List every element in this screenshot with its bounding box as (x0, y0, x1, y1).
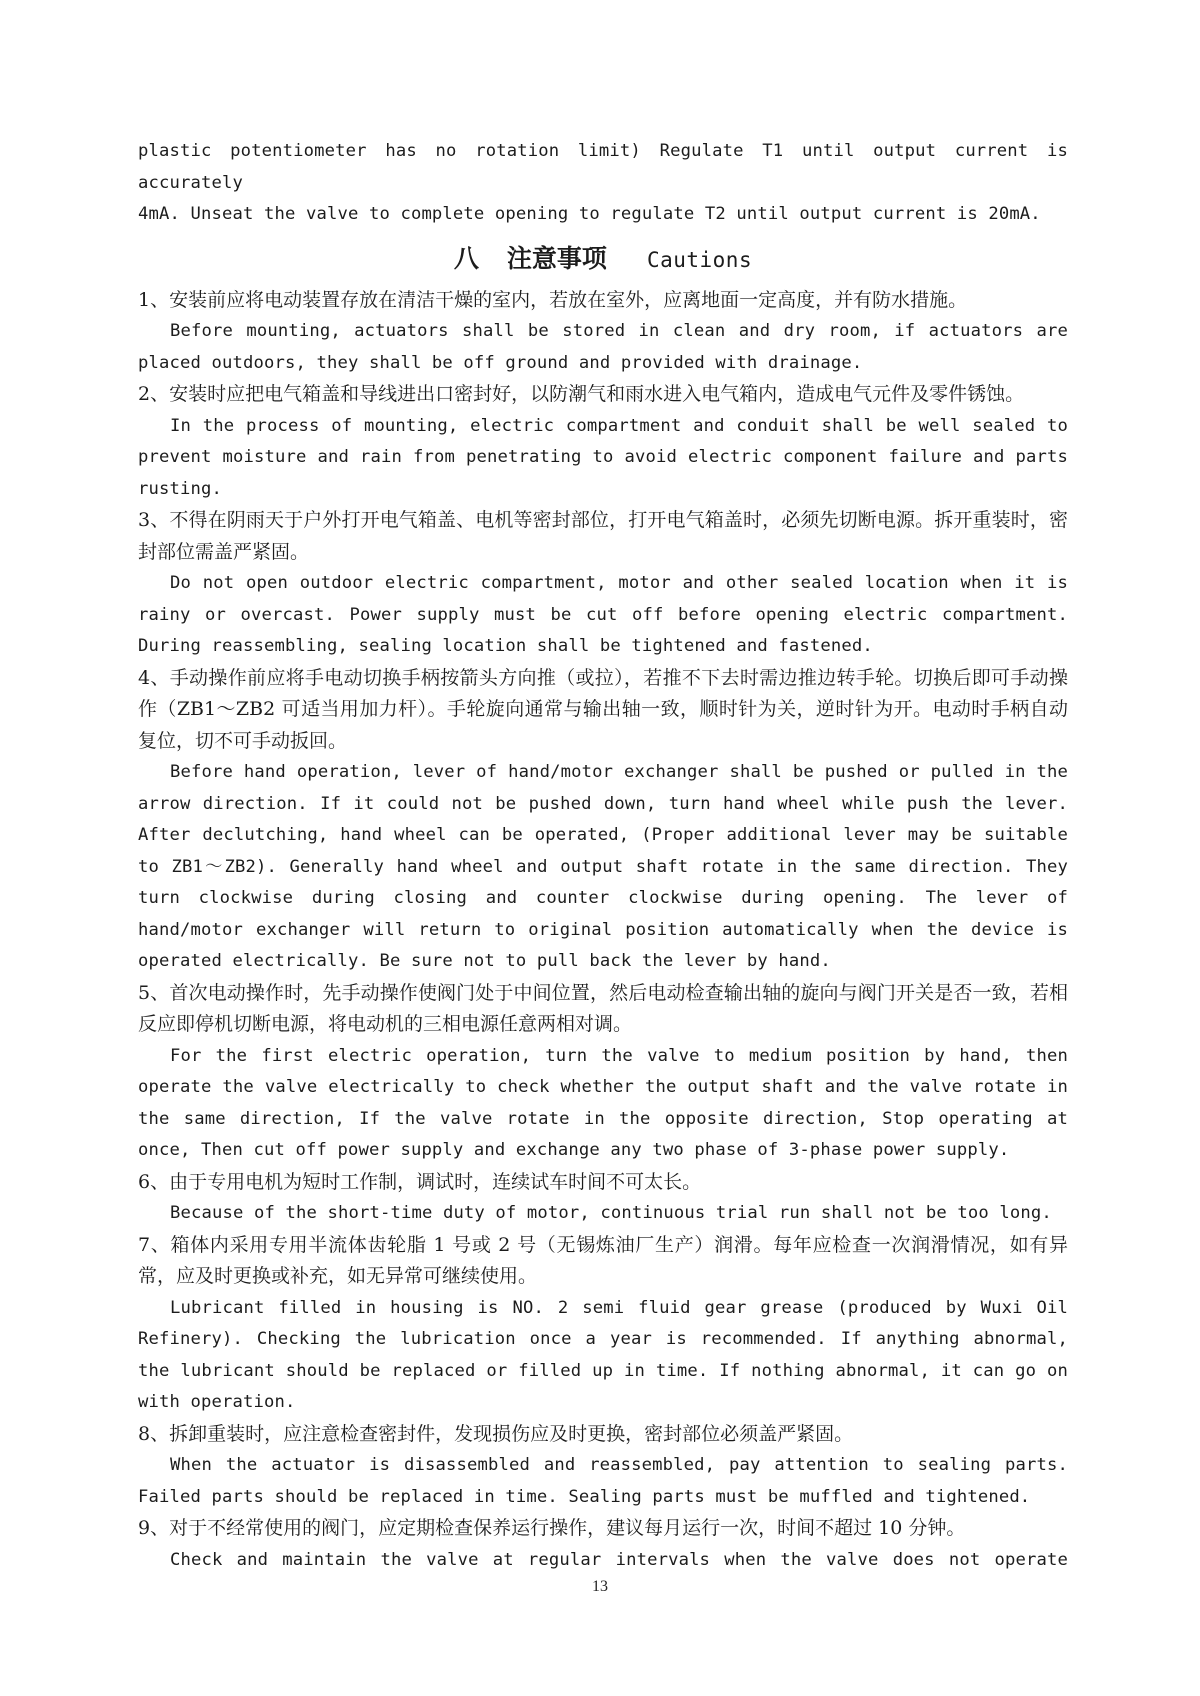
caution-5-cn: 5、首次电动操作时，先手动操作使阀门处于中间位置，然后电动检查输出轴的旋向与阀门开关是否一致，若相反应即停机切断电源，将电动机的三相电源任意两相对调。 (138, 981, 1068, 1035)
caution-5-en: For the first electric operation, turn the valve to medium position by hand, then operate the valve electrically to check whether the output shaft and the valve rotate in the same direction, If the valve rotate in the opposite direction, Stop operating at once, Then cut off power supply and exchange any two phase of 3-phase power supply. (138, 1045, 1068, 1160)
caution-3-cn: 3、不得在阴雨天于户外打开电气箱盖、电机等密封部位，打开电气箱盖时，必须先切断电源。拆开重装时，密封部位需盖严紧固。 (138, 509, 1068, 563)
caution-2-cn: 2、安装时应把电气箱盖和导线进出口密封好，以防潮气和雨水进入电气箱内，造成电气元件及零件锈蚀。 (138, 383, 1025, 405)
caution-6-en: Because of the short-time duty of motor, continuous trial run shall not be too long. (170, 1203, 1052, 1223)
document-page (138, 136, 1068, 1576)
section-title-cn: 注意事项 (506, 243, 607, 273)
caution-7-cn: 7、箱体内采用专用半流体齿轮脂 1 号或 2 号（无锡炼油厂生产）润滑。每年应检查一次润滑情况，如有异常，应及时更换或补充，如无异常可继续使用。 (138, 1233, 1068, 1287)
caution-1-en: Before mounting, actuators shall be stored in clean and dry room, if actuators are placed outdoors, they shall be off ground and provided with drainage. (138, 321, 1068, 373)
continuation-line-2: 4mA. Unseat the valve to complete opening to regulate T2 until output current is 20mA. (138, 204, 1041, 224)
caution-4-en: Before hand operation, lever of hand/motor exchanger shall be pushed or pulled in the arrow direction. If it could not be pushed down, turn hand wheel while push the lever. After declutching, hand wheel can be operated, (Proper additional lever may be suitable to ZB1～ZB2). Generally hand wheel and output shaft rotate in the same direction. They turn clockwise during closing and counter clockwise during opening. The lever of hand/motor exchanger will return to original position automatically when the device is operated electrically. Be sure not to pull back the lever by hand. (138, 762, 1068, 971)
continuation-line-1: plastic potentiometer has no rotation limit) Regulate T1 until output current is accurately (138, 141, 1068, 193)
caution-2-en: In the process of mounting, electric compartment and conduit shall be well sealed to prevent moisture and rain from penetrating to avoid electric component failure and parts rusting. (138, 415, 1068, 499)
caution-7-en: Lubricant filled in housing is NO. 2 semi fluid gear grease (produced by Wuxi Oil Refinery). Checking the lubrication once a year is recommended. If anything abnormal, the lubricant should be replaced or filled up in time. If nothing abnormal, it can go on with operation. (138, 1297, 1068, 1412)
section-heading (138, 237, 1068, 281)
caution-8-en: When the actuator is disassembled and reassembled, pay attention to sealing parts. Failed parts should be replaced in time. Sealing parts must be muffled and tightened. (138, 1455, 1068, 1507)
section-number: 八 (453, 243, 479, 273)
caution-1-cn: 1、安装前应将电动装置存放在清洁干燥的室内，若放在室外，应离地面一定高度，并有防水措施。 (138, 288, 968, 311)
caution-9-en: Check and maintain the valve at regular intervals when the valve does not operate (170, 1549, 1068, 1570)
caution-8-cn: 8、拆卸重装时，应注意检查密封件，发现损伤应及时更换，密封部位必须盖严紧固。 (138, 1422, 854, 1445)
caution-6-cn: 6、由于专用电机为短时工作制，调试时，连续试车时间不可太长。 (138, 1170, 702, 1193)
section-title-en: Cautions (646, 247, 753, 272)
caution-4-cn: 4、手动操作前应将手电动切换手柄按箭头方向推（或拉），若推不下去时需边推边转手轮。切换后即可手动操作（ZB1～ZB2 可适当用加力杆）。手轮旋向通常与输出轴一致，顺时针为关，逆时针为开。电动时手柄自动复位，切不可手动扳回。 (138, 666, 1068, 752)
caution-3-en: Do not open outdoor electric compartment, motor and other sealed location when it is rainy or overcast. Power supply must be cut off before opening electric compartment. During reassembling, sealing location shall be tightened and fastened. (138, 573, 1068, 656)
caution-9-cn: 9、对于不经常使用的阀门，应定期检查保养运行操作，建议每月运行一次，时间不超过 10 分钟。 (138, 1517, 966, 1539)
page-number: 13 (592, 1578, 608, 1595)
